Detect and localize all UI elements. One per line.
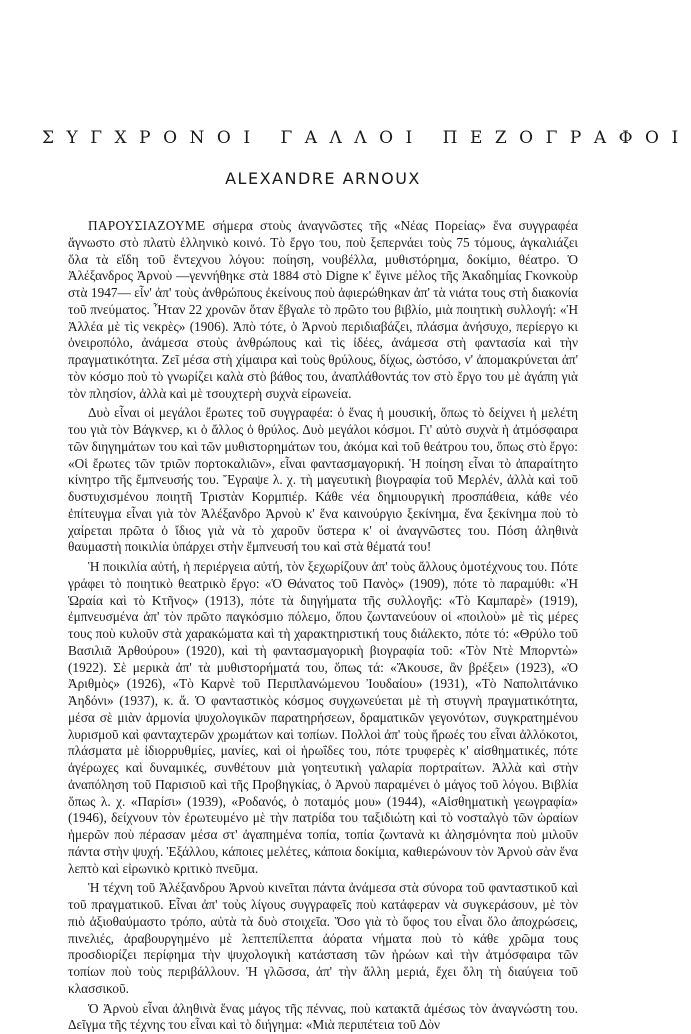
author-name: ALEXANDRE ARNOUX xyxy=(68,169,578,188)
paragraph-3 xyxy=(68,559,578,877)
paragraph-4 xyxy=(68,880,578,997)
paragraph-lead: ΠΑΡΟΥΣΙΑΖΟΥΜΕ xyxy=(88,218,205,233)
article-body xyxy=(68,218,578,1034)
paragraph-text: Ἡ ποικιλία αὐτή, ἡ περιέργεια αὐτή, τὸν ξεχωρίζουν ἀπ' τοὺς ἄλλους ὁμοτέχνους του. Πότε γράφει τὸ ποιητικὸ θεατρικὸ ἔργο: «Ὁ Θάνατος τοῦ Πανὸς» (1909), πότε τὸ παραμύθι: «Ἡ Ὡραία καὶ τὸ Κτῆνος» (1913), πότε τὰ διηγήματα τῆς συλλογῆς: «Τὸ Καμπαρὲ» (1919), ἐμπνευσμένα ἀπ' τὸν πρῶτο παγκόσμιο πόλεμο, ὅπου ζωντανεύουν οἱ «ποιλοὺ» μὲ τὶς μέρες τους ποὺ κυλοῦν στὰ χαρακώματα καὶ τὴ χαρακτηριστική τους διάλεκτο, πότε τό: «Θρύλο τοῦ Βασιλιᾶ Ἀρθούρου» (1920), καὶ τὴ φαντασμαγορικὴ βιογραφία τοῦ: «Τὸν Ντὲ Μπορντὼ» (1922). Σὲ μερικὰ ἀπ' τὰ μυθιστορήματά του, ὅπως τά: «Ἄκουσε, ἂν βρέξει» (1923), «Ὁ Ἀριθμὸς» (1926), «Τὸ Καρνὲ τοῦ Περιπλανώμενου Ἰουδαίου» (1931), «Τὸ Ναπολιτάνικο Ἀηδόνι» (1937), κ. ἄ. Ὁ φανταστικὸς κόσμος συγχωνεύεται μὲ τὴ στυγνὴ πραγματικότητα, μέσα σὲ μιὰν ἁρμονία ψυχολογικῶν παρατηρήσεων, δραματικῶν γεγονότων, συγκρατημένου λυρισμοῦ καὶ φανταχτερῶν χρωμάτων καὶ τοπίων. Πολλοὶ ἀπ' τοὺς ἥρωές του εἶναι ἀλλόκοτοι, πλάσματα μὲ ἰδιορρυθμίες, μανίες, καὶ οἱ ἡρωΐδες του, πότε τρυφερὲς κ' αἰσθηματικές, πότε ἀγέρωχες καὶ δυναμικές, συνθέτουν μιὰ γοητευτικὴ γαλαρία πορτραίτων. Ἀλλὰ καὶ στὴν ἀναπόληση τοῦ Παρισιοῦ καὶ τῆς Προβηγκίας, ὁ Ἀρνοὺ παραμένει ὁ μάγος τοῦ λόγου. Βιβλία ὅπως λ. χ. «Παρίσι» (1939), «Ροδανός, ὁ ποταμός μου» (1944), «Αἰσθηματικὴ γεωγραφία» (1946), δείχνουν τὸν ἐρωτευμένο μὲ τὴν πατρίδα του ταξιδιώτη καὶ τὸ νοσταλγὸ τῶν ὡραίων ἡμερῶν ποὺ πέρασαν μέσα στ' ἀγαπημένα τοπία, τοπία ζωντανὰ κι ἀλησμόνητα ποὺ μιλοῦν πάντα στὴν ψυχή. Ἐξάλλου, κάποιες μελέτες, κάποια δοκίμια, καθιερώνουν τὸν Ἀρνοὺ σὰν ἕνα λεπτὸ καὶ εἰρωνικὸ κριτικὸ πνεῦμα. xyxy=(68,559,578,876)
paragraph-text: Ὁ Ἀρνοὺ εἶναι ἀληθινὰ ἕνας μάγος τῆς πέννας, ποὺ κατακτᾶ ἀμέσως τὸν ἀναγνώστη του. Δεῖγμα τῆς τέχνης του εἶναι καὶ τὸ διήγημα: «Μιὰ περιπέτεια τοῦ Δὸν xyxy=(68,1001,578,1033)
document-page xyxy=(68,128,578,1034)
paragraph-text: σήμερα στοὺς ἀναγνῶστες τῆς «Νέας Πορείας» ἕνα συγγραφέα ἄγνωστο στὸ πλατὺ ἑλληνικὸ κοινό. Τὸ ἔργο του, ποὺ ξεπερνάει τοὺς 75 τόμους, ἀγκαλιάζει ὅλα τὰ εἴδη τοῦ ἔντεχνου λόγου: ποίηση, νουβέλλα, μυθιστόρημα, δοκίμιο, θέατρο. Ὁ Ἀλέξανδρος Ἀρνοὺ —γεννήθηκε στὰ 1884 στὸ Digne κ' ἔγινε μέλος τῆς Ἀκαδημίας Γκονκοὺρ στὰ 1947— εἶν' ἀπ' τοὺς ἀνθρώπους ἐκείνους ποὺ ἀφιερώθηκαν ἀπ' τὰ νιάτα τους στὴ διακονία τοῦ πνεύματος. Ἦταν 22 χρονῶν ὅταν ἔβγαλε τὸ πρῶτο του βιβλίο, μιὰ ποιητικὴ συλλογή: «Ἡ Ἀλλέα μὲ τὶς νεκρὲς» (1906). Ἀπὸ τότε, ὁ Ἀρνοὺ περιδιαβάζει, πλάσμα ἀνήσυχο, περίεργο κι ὀνειροπόλο, ἀνάμεσα στοὺς ἀνθρώπους καὶ τὶς ἰδέες, ἀνάμεσα στὴ φαντασία καὶ τὴν πραγματικότητα. Ζεῖ μέσα στὴ χίμαιρα καὶ τοὺς θρύλους, δίχως, ὡστόσο, ν' ἀπομακρύνεται ἀπ' τὸν κόσμο ποὺ τὸ γνωρίζει καλὰ στὸ βάθος του, ἀναπλάθοντάς τον στὸ ἔργο του μὲ ἀγάπη γιὰ τὸν πλησίον, ἀλλὰ καὶ μὲ τσουχτερὴ συχνὰ εἰρωνεία. xyxy=(68,218,578,401)
paragraph-2 xyxy=(68,405,578,556)
section-title: ΣΥΓΧΡΟΝΟΙ ΓΑΛΛΟΙ ΠΕΖΟΓΡΑΦΟΙ xyxy=(42,128,598,148)
paragraph-5 xyxy=(68,1001,578,1034)
paragraph-1 xyxy=(68,218,578,402)
paragraph-text: Ἡ τέχνη τοῦ Ἀλέξανδρου Ἀρνοὺ κινεῖται πάντα ἀνάμεσα στὰ σύνορα τοῦ φανταστικοῦ καὶ τοῦ πραγματικοῦ. Εἶναι ἀπ' τοὺς λίγους συγγραφεῖς ποὺ κατάφεραν νὰ συγκεράσουν, μὲ τὸν πιὸ ἀξιοθαύμαστο τρόπο, αὐτὰ τὰ δυὸ στοιχεῖα. Ὅσο γιὰ τὸ ὕφος του εἶναι ὅλο ἀποχρώσεις, πινελιές, ἀραβουργημένο μὲ λεπτεπίλεπτα ἀόρατα νήματα ποὺ τὸ κάθε χρῶμα τους προσδιορίζει περίφημα τὴν ψυχολογικὴ κατάσταση τῶν ἡρώων καὶ τὴν ἀτμόσφαιρα τῶν τοπίων ποὺ τοὺς περιβάλλουν. Ἡ γλῶσσα, ἀπ' τὴν ἄλλη μεριά, ἔχει ὅλη τὴ διαύγεια τοῦ κλασσικοῦ. xyxy=(68,880,578,996)
paragraph-text: Δυὸ εἶναι οἱ μεγάλοι ἔρωτες τοῦ συγγραφέα: ὁ ἕνας ἡ μουσική, ὅπως τὸ δείχνει ἡ μελέτη του γιὰ τὸν Βάγκνερ, κι ὁ ἄλλος ὁ θρύλος. Δυὸ μεγάλοι κόσμοι. Γι' αὐτὸ συχνὰ ἡ ἀτμόσφαιρα τῶν διηγημάτων του καὶ τῶν μυθιστορημάτων του, ἀκόμα καὶ τοῦ θεάτρου του, ὅπως στὸ ἔργο: «Οἱ ἔρωτες τῶν τριῶν πορτοκαλιῶν», εἶναι φαντασμαγορική. Ἡ ποίηση εἶναι τὸ ἀπαραίτητο κίνητρο τῆς ἔμπνευσής του. Ἔγραψε λ. χ. τὴ μαγευτικὴ βιογραφία τοῦ Μερλέν, ἀλλὰ καὶ τοῦ δυστυχισμένου ποιητῆ Τριστὰν Κορμπιέρ. Κάθε νέα δημιουργικὴ προσπάθεια, κάθε νέο ἐπίτευγμα εἶναι γιὰ τὸν Ἀλέξανδρο Ἀρνοὺ κ' ἕνα καινούργιο ξεκίνημα, ἕνα ξεκίνημα ποὺ τὸ χαίρεται πρῶτα ὁ ἴδιος γιὰ νὰ τὸ χαροῦν ὕστερα κ' οἱ ἀναγνῶστες του. Πόση ἀληθινὰ θαυμαστὴ ποικιλία ὑπάρχει στὴν ἔμπνευσή του καὶ στὰ θέματά του! xyxy=(68,405,578,554)
